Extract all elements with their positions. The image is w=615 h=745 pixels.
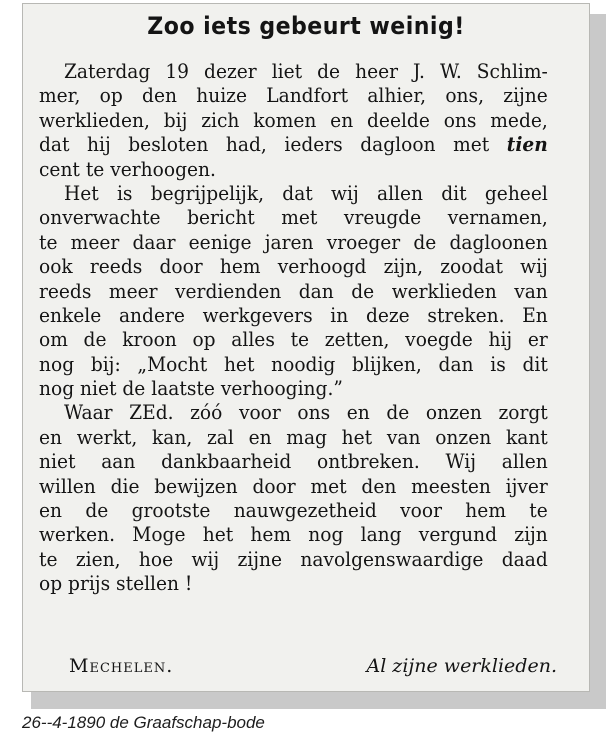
text-line: enkele andere werkgevers in deze streken. En: [39, 303, 548, 327]
text-line: reeds meer verdienden dan de werklieden van: [39, 279, 548, 303]
paragraph-1: [39, 60, 548, 182]
text-line: werklieden, bij zich komen en deelde ons mede,: [39, 108, 548, 132]
text-line: dat hij besloten had, ieders dagloon met tien: [39, 133, 548, 157]
image-caption: 26--4-1890 de Graafschap-bode: [22, 713, 265, 732]
text-line: nog niet de laatste verhooging.”: [39, 377, 343, 401]
article-signature: [39, 655, 569, 681]
place-name: Mechelen.: [69, 655, 174, 677]
paragraph-2: [39, 182, 548, 402]
text-line: op prijs stellen !: [39, 572, 193, 596]
text-line: werken. Moge het hem nog lang vergund zijn: [39, 523, 548, 547]
text-line: Het is begrijpelijk, dat wij allen dit geheel: [63, 181, 548, 205]
newspaper-clipping: [22, 3, 590, 692]
text-line: en de grootste nauwgezetheid voor hem te: [39, 499, 548, 523]
article-headline: Zoo iets gebeurt weinig!: [147, 12, 465, 40]
text-line: ook reeds door hem verhoogd zijn, zoodat wij: [39, 255, 548, 279]
text-line: niet aan dankbaarheid ontbreken. Wij allen: [39, 450, 548, 474]
text-line: cent te verhoogen.: [39, 157, 216, 181]
paragraph-3: [39, 401, 548, 596]
text-line: willen die bewijzen door met den meesten ijver: [39, 474, 548, 498]
signed-by: Al zijne werklieden.: [366, 655, 557, 677]
text-line: Waar ZEd. zóó voor ons en de onzen zorgt: [63, 401, 548, 425]
text-line: nog bij: „Mocht het noodig blijken, dan is dit: [39, 352, 548, 376]
emphasis-word: tien: [506, 133, 548, 157]
article-body: [39, 60, 548, 597]
text-line: om de kroon op alles te zetten, voegde hij er: [39, 328, 548, 352]
text-line: te zien, hoe wij zijne navolgenswaardige daad: [39, 547, 548, 571]
text-line: mer, op den huize Landfort alhier, ons, zijne: [39, 84, 548, 108]
text-line: Zaterdag 19 dezer liet de heer J. W. Schlim-: [63, 60, 548, 83]
text-line: onverwachte bericht met vreugde vernamen,: [39, 206, 548, 230]
text-line: en werkt, kan, zal en mag het van onzen kant: [39, 425, 548, 449]
text-line: te meer daar eenige jaren vroeger de dagloonen: [39, 230, 548, 254]
